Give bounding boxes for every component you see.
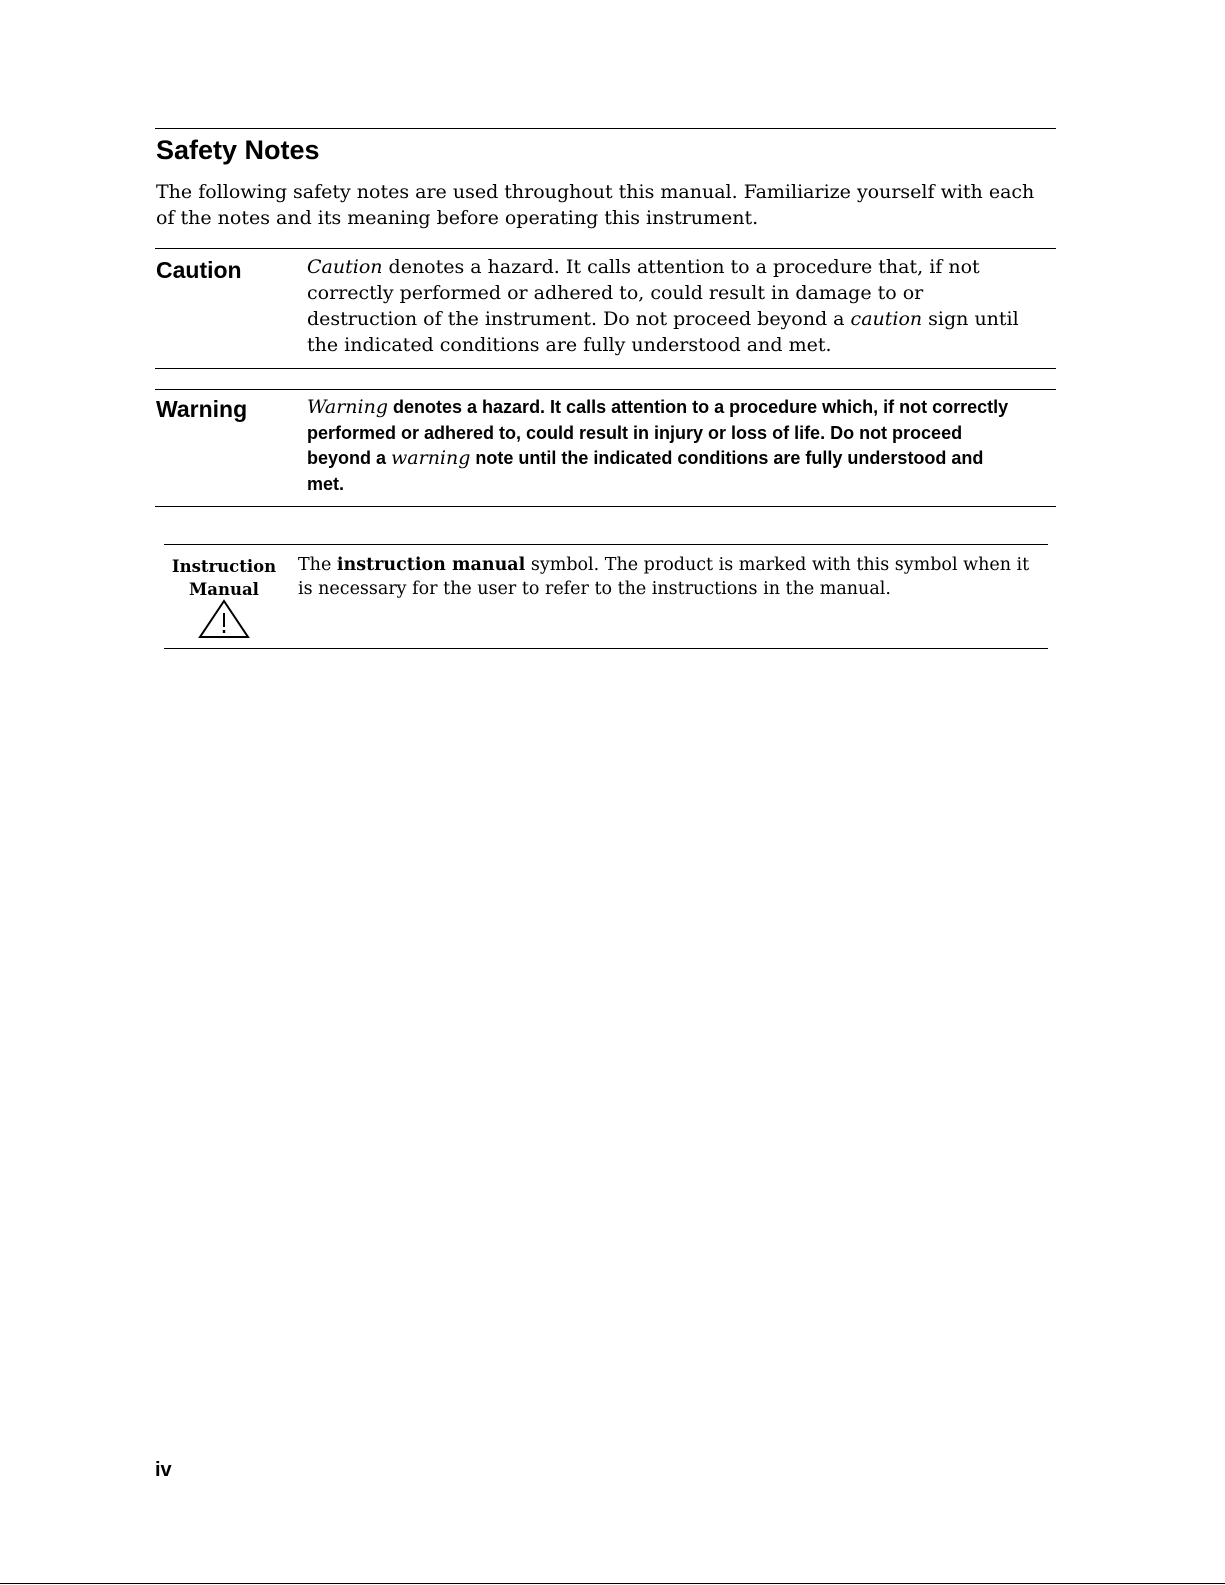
- symbol-label-line1: Instruction: [171, 557, 277, 576]
- symbol-text-b: symbol. The product is marked with this symbol when it is necessary for the user to refer to the instructions in the manual.: [298, 555, 1030, 599]
- symbol-description: [298, 553, 1038, 601]
- intro-paragraph: The following safety notes are used throughout this manual. Familiarize yourself with each of the notes and its meaning before operating this instrument.: [156, 181, 1035, 229]
- caution-lead: Caution: [307, 256, 383, 278]
- caution-text: [307, 254, 1037, 358]
- warning-text-a: denotes a hazard. It calls attention to a procedure which, if not correctly performed or adhered to, could result in injury or loss of life. Do not proceed beyond a: [307, 397, 1009, 468]
- warning-bottom-rule: [155, 506, 1056, 507]
- caution-top-rule: [155, 248, 1056, 249]
- warning-triangle-icon: [198, 599, 250, 639]
- warning-top-rule: [155, 389, 1056, 390]
- warning-text: [307, 395, 1019, 497]
- symbol-top-rule: [164, 544, 1048, 545]
- warning-lead: Warning: [307, 396, 389, 418]
- symbol-label-line2: Manual: [189, 580, 259, 599]
- symbol-label: [168, 555, 280, 601]
- top-rule: [155, 128, 1056, 129]
- symbol-bold: instruction manual: [336, 555, 526, 575]
- symbol-text-a: The: [298, 555, 337, 575]
- page-bottom-edge: [0, 1583, 1225, 1584]
- symbol-bottom-rule: [164, 648, 1048, 649]
- caution-emphasis: caution: [850, 308, 923, 330]
- caution-text-b: sign until the indicated conditions are fully understood and met.: [307, 308, 1019, 356]
- caution-bottom-rule: [155, 368, 1056, 369]
- warning-label: Warning: [156, 396, 248, 422]
- page-title: Safety Notes: [156, 135, 320, 165]
- caution-label: Caution: [156, 257, 242, 283]
- warning-text-b: note until the indicated conditions are fully understood and met.: [307, 448, 984, 494]
- warning-emphasis: warning: [391, 447, 471, 469]
- caution-text-a: denotes a hazard. It calls attention to a procedure that, if not correctly performed or adhered to, could result in damage to or destruction of the instrument. Do not proceed beyond a: [307, 256, 980, 330]
- page-number: iv: [155, 1459, 172, 1481]
